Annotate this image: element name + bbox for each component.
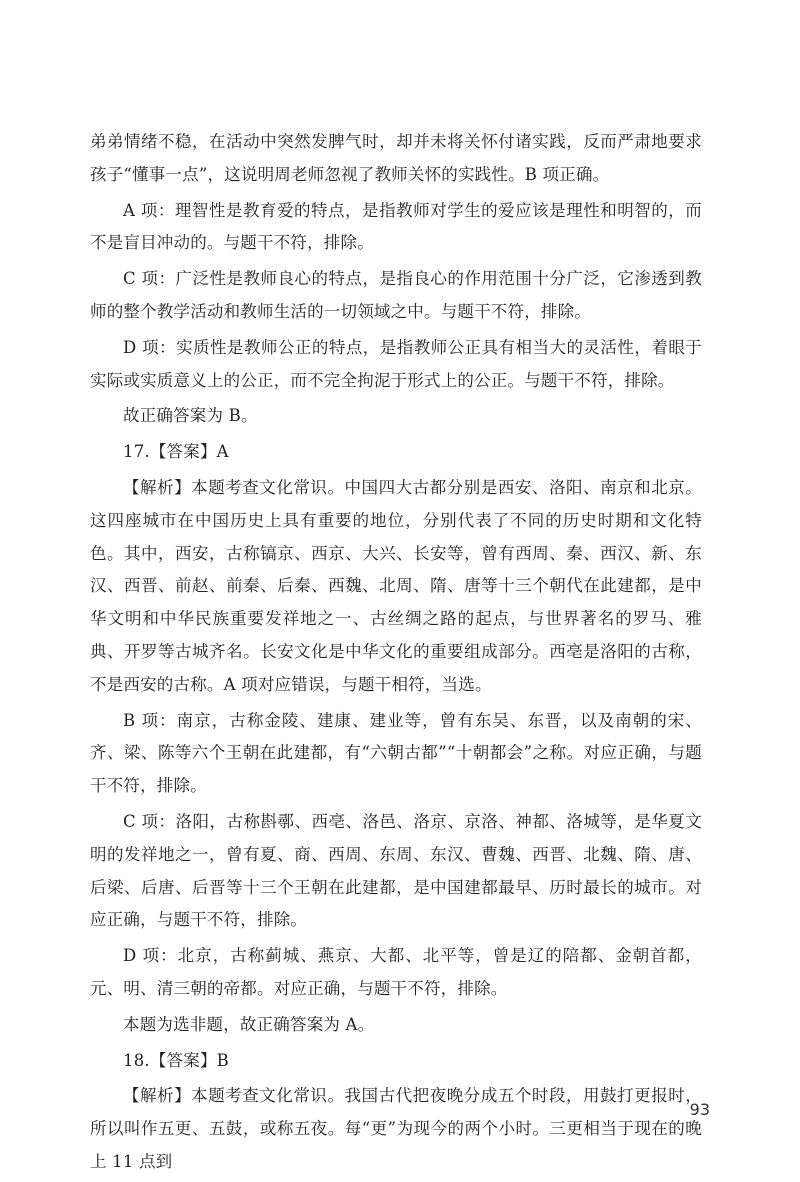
answer-heading-18: 18.【答案】B bbox=[123, 1050, 229, 1070]
paragraph-option-d: D 项：实质性是教师公正的特点，是指教师公正具有相当大的灵活性，着眼于实际或实质意义上的公正，而不完全拘泥于形式上的公正。与题干不符，排除。 bbox=[90, 337, 702, 390]
paragraph-17-option-c: C 项：洛阳，古称斟鄩、西亳、洛邑、洛京、京洛、神都、洛城等，是华夏文明的发祥地之一，曾有夏、商、西周、东周、东汉、曹魏、西晋、北魏、隋、唐、后梁、后唐、后晋等十三个王朝在此建都，是中国建都最早、历时最长的城市。对应正确，与题干不符，排除。 bbox=[90, 811, 702, 930]
analysis-17: 【解析】本题考查文化常识。中国四大古都分别是西安、洛阳、南京和北京。这四座城市在中国历史上具有重要的地位，分别代表了不同的历史时期和文化特色。其中，西安，古称镐京、西京、大兴、长安等，曾有西周、秦、西汉、新、东汉、西晋、前赵、前秦、后秦、西魏、北周、隋、唐等十三个朝代在此建都，是中华文明和中华民族重要发祥地之一、古丝绸之路的起点，与世界著名的罗马、雅典、开罗等古城齐名。长安文化是中华文化的重要组成部分。西亳是洛阳的古称，不是西安的古称。A 项对应错误，与题干相符，当选。 bbox=[90, 477, 702, 694]
paragraph-option-c: C 项：广泛性是教师良心的特点，是指良心的作用范围十分广泛，它渗透到教师的整个教学活动和教师生活的一切领域之中。与题干不符，排除。 bbox=[90, 269, 702, 321]
paragraph-continuation: 弟弟情绪不稳，在活动中突然发脾气时，却并未将关怀付诸实践，反而严肃地要求孩子“懂事一点”，这说明周老师忽视了教师关怀的实践性。B 项正确。 bbox=[90, 132, 702, 184]
paragraph-17-option-d: D 项：北京，古称蓟城、燕京、大都、北平等，曾是辽的陪都、金朝首都，元、明、清三朝的帝都。对应正确，与题干不符，排除。 bbox=[90, 946, 702, 998]
paragraph-17-option-b: B 项：南京，古称金陵、建康、建业等，曾有东吴、东晋，以及南朝的宋、齐、梁、陈等六个王朝在此建都，有“六朝古都”“十朝都会”之称。对应正确，与题干不符，排除。 bbox=[90, 710, 702, 796]
paragraph-answer-conclusion: 故正确答案为 B。 bbox=[123, 406, 258, 426]
paragraph-option-a: A 项：理智性是教育爱的特点，是指教师对学生的爱应该是理性和明智的，而不是盲目冲动的。与题干不符，排除。 bbox=[90, 200, 702, 253]
analysis-18: 【解析】本题考查文化常识。我国古代把夜晚分成五个时段，用鼓打更报时，所以叫作五更、五鼓，或称五夜。每“更”为现今的两个小时。三更相当于现在的晚上 11 点到 bbox=[90, 1086, 702, 1171]
page-number: 93 bbox=[689, 1100, 710, 1119]
answer-heading-17: 17.【答案】A bbox=[123, 442, 229, 462]
page-body bbox=[90, 126, 702, 1182]
paragraph-17-conclusion: 本题为选非题，故正确答案为 A。 bbox=[123, 1014, 375, 1034]
